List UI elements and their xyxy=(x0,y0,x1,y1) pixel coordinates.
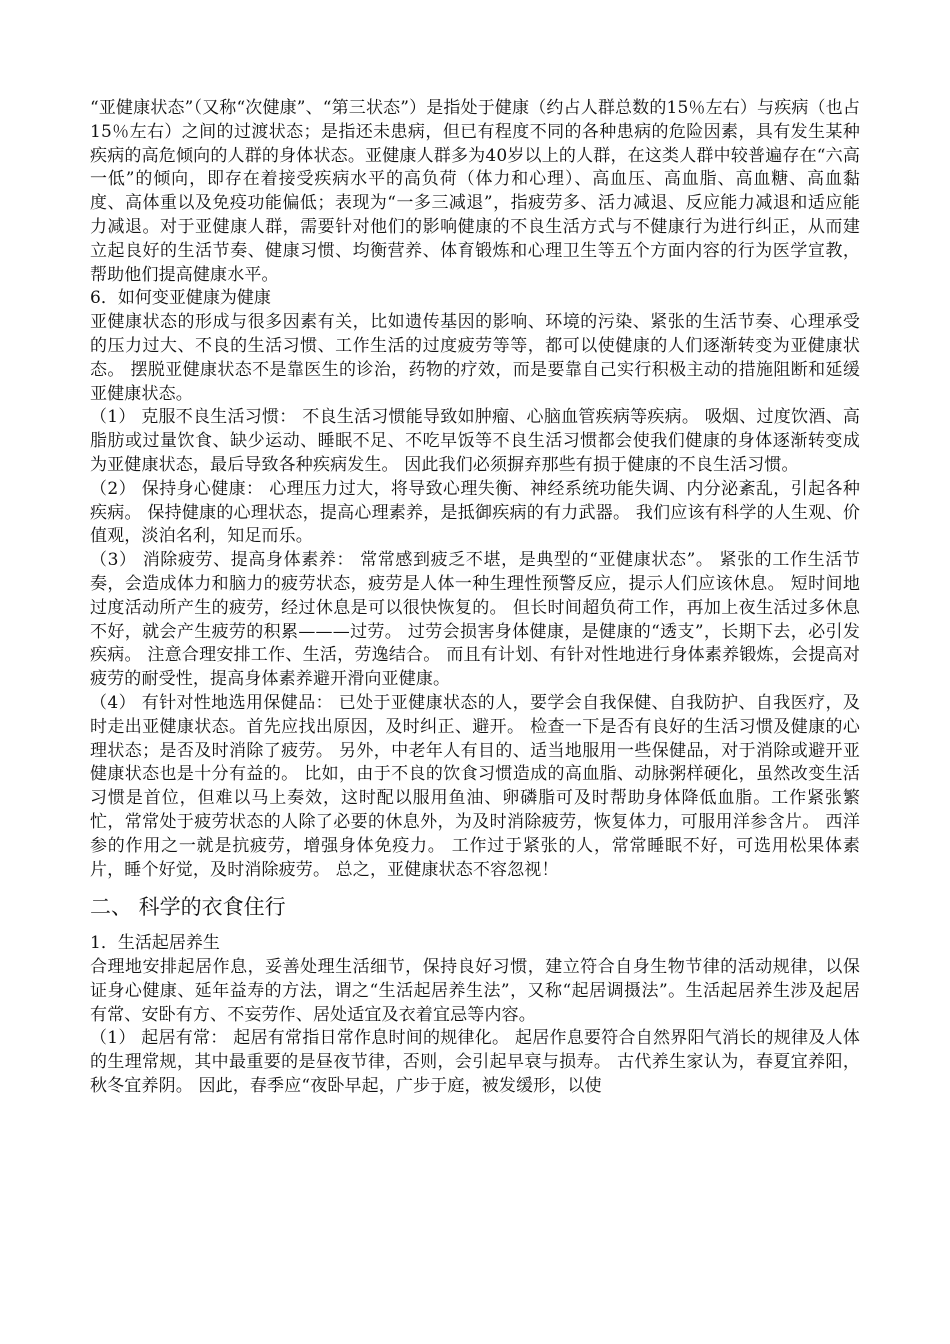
cause-paragraph: 亚健康状态的形成与很多因素有关，比如遗传基因的影响、环境的污染、紧张的生活节奏、心理承受的压力过大、不良的生活习惯、工作生活的过度疲劳等等，都可以使健康的人们逐渐转变为亚健康状态。 摆脱亚健康状态不是靠医生的诊治，药物的疗效，而是要靠自己实行积极主动的措施阻断和延缓亚健康状态。 xyxy=(90,312,860,404)
list-item-2: （2） 保持身心健康： 心理压力过大，将导致心理失衡、神经系统功能失调、内分泌紊乱，引起各种疾病。 保持健康的心理状态，提高心理素养，是抵御疾病的有力武器。 我们应该有科学的人生观、价值观，淡泊名利，知足而乐。 xyxy=(90,478,860,547)
list-item-1: （1） 克服不良生活习惯： 不良生活习惯能导致如肿瘤、心脑血管疾病等疾病。 吸烟、过度饮酒、高脂肪或过量饮食、缺少运动、睡眠不足、不吃早饭等不良生活习惯都会使我们健康的身体逐渐转变成为亚健康状态，最后导致各种疾病发生。 因此我们必须摒弃那些有损于健康的不良生活习惯。 xyxy=(90,407,860,475)
intro-paragraph: “亚健康状态”（又称“次健康”、“第三状态”）是指处于健康（约占人群总数的15％左右）与疾病（也占15％左右）之间的过渡状态；是指还未患病，但已有程度不同的各种患病的危险因素，具有发生某种疾病的高危倾向的人群的身体状态。亚健康人群多为40岁以上的人群，在这类人群中较普遍存在“六高一低”的倾向，即存在着接受疾病水平的高负荷（体力和心理）、高血压、高血脂、高血糖、高血黏度、高体重以及免疫功能偏低；表现为“一多三减退”，指疲劳多、活力减退、反应能力减退和适应能力减退。对于亚健康人群，需要针对他们的影响健康的不良生活方式与不健康行为进行纠正，从而建立起良好的生活节奏、健康习惯、均衡营养、体育锻炼和心理卫生等五个方面内容的行为医学宣教，帮助他们提高健康水平。 xyxy=(90,98,860,285)
list-item-daily-routine: （1） 起居有常： 起居有常指日常作息时间的规律化。 起居作息要符合自然界阳气消长的规律及人体的生理常规，其中最重要的是昼夜节律，否则，会引起早衰与损寿。 古代养生家认为，春夏宜养阳，秋冬宜养阴。 因此，春季应“夜卧早起，广步于庭，被发缓形，以使 xyxy=(90,1028,860,1097)
lifestyle-paragraph: 合理地安排起居作息，妥善处理生活细节，保持良好习惯，建立符合自身生物节律的活动规律，以保证身心健康、延年益寿的方法，谓之“生活起居养生法”，又称“起居调摄法”。生活起居养生涉及起居有常、安卧有方、不妄劳作、居处适宜及衣着宜忌等内容。 xyxy=(90,957,860,1025)
section-2-title: 二、 科学的衣食住行 xyxy=(90,895,286,920)
list-item-4: （4） 有针对性地选用保健品： 已处于亚健康状态的人，要学会自我保健、自我防护、自我医疗，及时走出亚健康状态。首先应找出原因，及时纠正、避开。 检查一下是否有良好的生活习惯及健康的心理状态；是否及时消除了疲劳。 另外，中老年人有目的、适当地服用一些保健品，对于消除或避开亚健康状态也是十分有益的。 比如，由于不良的饮食习惯造成的高血脂、动脉粥样硬化，虽然改变生活习惯是首位，但难以马上奏效，这时配以服用鱼油、卵磷脂可及时帮助身体降低血脂。工作紧张繁忙，常常处于疲劳状态的人除了必要的休息外，为及时消除疲劳，恢复体力，可服用洋参含片。 西洋参的作用之一就是抗疲劳，增强身体免疫力。 工作过于紧张的人，常常睡眠不好，可选用松果体素片，睡个好觉，及时消除疲劳。 总之，亚健康状态不容忽视！ xyxy=(90,692,860,880)
list-item-3: （3） 消除疲劳、提高身体素养： 常常感到疲乏不堪，是典型的“亚健康状态”。 紧张的工作生活节奏，会造成体力和脑力的疲劳状态，疲劳是人体一种生理性预警反应，提示人们应该休息。 短时间地过度活动所产生的疲劳，经过休息是可以很快恢复的。 但长时间超负荷工作，再加上夜生活过多休息不好，就会产生疲劳的积累———过劳。 过劳会损害身体健康，是健康的“透支”，长期下去，必引发疾病。 注意合理安排工作、生活，劳逸结合。 而且有计划、有针对性地进行身体素养锻炼，会提高对疲劳的耐受性，提高身体素养避开滑向亚健康。 xyxy=(90,550,860,690)
subsection-heading-6: 6．如何变亚健康为健康 xyxy=(90,288,271,309)
subsection-heading-1: 1．生活起居养生 xyxy=(90,933,220,954)
document-page xyxy=(90,97,860,1099)
